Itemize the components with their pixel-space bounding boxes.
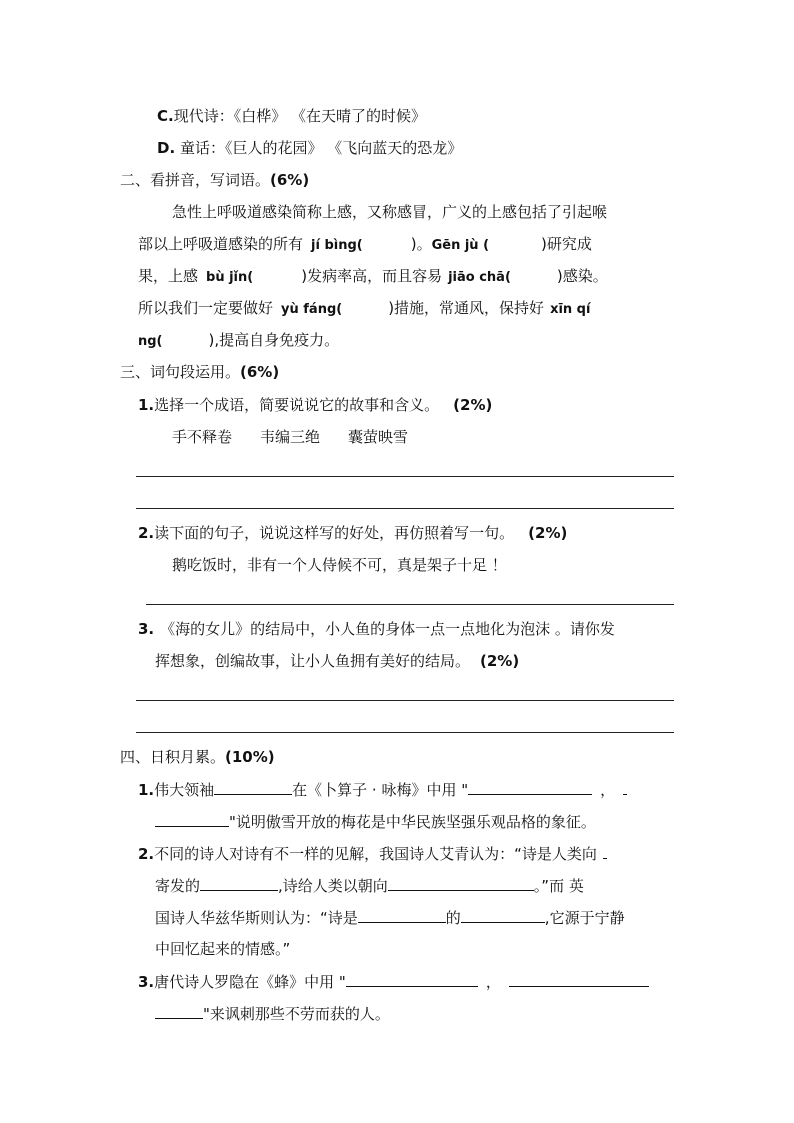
section4-heading: [120, 747, 275, 767]
section2-l3a: 果，上感: [138, 267, 199, 285]
pinyin-jibing: jí bìng(: [311, 238, 363, 253]
s4-q3-line2: [155, 1003, 390, 1024]
s4-q2-line1: [138, 843, 607, 864]
idiom-3: 囊萤映雪: [348, 428, 409, 446]
section2-l2c: )研究成: [541, 235, 592, 253]
section3-score: (6%): [240, 363, 280, 381]
q2-num: 2.: [138, 524, 155, 542]
blank-poem-line2[interactable]: [155, 811, 229, 827]
blank-poem-line2-start[interactable]: [623, 779, 627, 795]
idiom-list: [172, 427, 408, 447]
s4-q1-line2: [155, 811, 596, 832]
section3-heading: [120, 362, 279, 382]
option-d-prefix: D.: [157, 139, 176, 157]
blank-feng-2[interactable]: [509, 971, 649, 987]
section2-title: 二、看拼音，写词语。: [120, 171, 271, 189]
option-d: [157, 138, 462, 158]
q2-sentence: 鹅吃饭时，非有一个人侍候不可，真是架子十足 ！: [172, 556, 507, 574]
section3-title: 三、词句段运用。: [120, 363, 241, 381]
q2-score: (2%): [528, 524, 568, 542]
section2-l3b: )发病率高，而且容易: [301, 267, 443, 285]
section2-l2b: )。: [410, 235, 432, 253]
q3-score: (2%): [480, 652, 520, 670]
section2-l4a: 所以我们一定要做好: [138, 299, 274, 317]
blank-wordsworth-2[interactable]: [461, 907, 545, 923]
pinyin-jiaocha: jiāo chā(: [448, 270, 511, 285]
section2-l5b: ),提高自身免疫力。: [208, 331, 340, 349]
q3-l1: 《海的女儿》的结局中，小人鱼的身体一点一点地化为泡沫 。请你发: [160, 620, 615, 638]
q1-num: 1.: [138, 396, 155, 414]
q1-text: 选择一个成语，简要说说它的故事和含义。: [154, 396, 440, 414]
section3-q3-line2: [155, 651, 519, 671]
answer-line[interactable]: [136, 700, 674, 701]
s4-q2-l2c: 。”而 英: [533, 877, 584, 895]
s4-q3-line1: [138, 971, 649, 992]
s4-q2-line2: [155, 875, 584, 896]
answer-line[interactable]: [136, 732, 674, 733]
option-c-text: 现代诗：《白桦》 《在天晴了的时候》: [173, 107, 426, 125]
section3-q3-line1: [138, 619, 615, 639]
section2-l3c: )感染。: [556, 267, 608, 285]
blank-poem-line1[interactable]: [468, 779, 592, 795]
answer-line[interactable]: [136, 508, 674, 509]
s4-q3-a: 唐代诗人罗隐在《蜂》中用 ": [154, 973, 346, 991]
s4-q1-c: ，: [600, 781, 616, 799]
pinyin-bujin: bù jǐn(: [206, 270, 254, 285]
q2-text: 读下面的句子，说说这样写的好处，再仿照着写一句。: [154, 524, 515, 542]
s4-q2-l2b: ,诗给人类以朝向: [278, 877, 388, 895]
q3-num: 3.: [138, 620, 155, 638]
pinyin-yufang: yù fáng(: [281, 302, 343, 317]
blank-leader[interactable]: [214, 779, 292, 795]
s4-q1-d: "说明傲雪开放的梅花是中华民族坚强乐观品格的象征。: [229, 813, 596, 831]
s4-q2-l2a: 寄发的: [155, 877, 201, 895]
s4-q2-line4: 中回忆起来的情感。”: [155, 940, 291, 958]
s4-q2-l1: 不同的诗人对诗有不一样的见解，我国诗人艾青认为：“诗是人类向: [154, 845, 597, 863]
q1-score: (2%): [453, 396, 493, 414]
s4-q2-l3a: 国诗人华兹华斯则认为：“诗是: [155, 909, 358, 927]
section3-q2: [138, 523, 567, 543]
answer-line[interactable]: [136, 476, 674, 477]
answer-line[interactable]: [146, 604, 674, 605]
s4-q1-line1: [138, 779, 627, 800]
s4-q2-line3: [155, 907, 625, 928]
section2-l2a: 部以上呼吸道感染的所有: [138, 235, 304, 253]
s4-q1-num: 1.: [138, 781, 155, 799]
s4-q2-l3b: 的: [445, 909, 461, 927]
section2-line1: 急性上呼吸道感染简称上感，又称感冒，广义的上感包括了引起喉: [172, 203, 608, 221]
s4-q3-b: ，: [485, 973, 501, 991]
section2-line3: [138, 266, 608, 288]
blank-edge[interactable]: [603, 843, 607, 859]
option-d-text: 童话：《巨人的花园》 《飞向蓝天的恐龙》: [179, 139, 463, 157]
idiom-1: 手不释卷: [172, 428, 233, 446]
blank-aiqing-2[interactable]: [388, 875, 534, 891]
section2-line5: [138, 330, 339, 352]
section3-q1: [138, 395, 492, 415]
idiom-2: 韦编三绝: [260, 428, 321, 446]
section2-line2: [138, 234, 592, 256]
blank-feng-2-cont[interactable]: [155, 1003, 203, 1019]
blank-aiqing-1[interactable]: [200, 875, 278, 891]
s4-q1-a: 伟大领袖: [154, 781, 215, 799]
pinyin-xinqi: xīn qí: [550, 302, 591, 317]
section4-score: (10%): [225, 748, 275, 766]
section2-l4b: )措施，常通风，保持好: [388, 299, 545, 317]
s4-q3-num: 3.: [138, 973, 155, 991]
option-c: [157, 106, 426, 126]
option-c-prefix: C.: [157, 107, 174, 125]
s4-q2-l3c: ,它源于宁静: [544, 909, 625, 927]
blank-wordsworth-1[interactable]: [358, 907, 446, 923]
pinyin-xinqing-end: ng(: [138, 334, 163, 349]
section2-score: (6%): [270, 171, 310, 189]
pinyin-genju: Gēn jù (: [431, 238, 490, 253]
section2-heading: [120, 170, 309, 190]
blank-feng-1[interactable]: [346, 971, 478, 987]
section2-line4: [138, 298, 590, 320]
s4-q1-b: 在《卜算子 · 咏梅》中用 ": [292, 781, 469, 799]
s4-q3-c: "来讽刺那些不劳而获的人。: [203, 1005, 390, 1023]
section4-title: 四、日积月累。: [120, 748, 226, 766]
q3-l2: 挥想象，创编故事，让小人鱼拥有美好的结局。: [155, 652, 471, 670]
s4-q2-num: 2.: [138, 845, 155, 863]
